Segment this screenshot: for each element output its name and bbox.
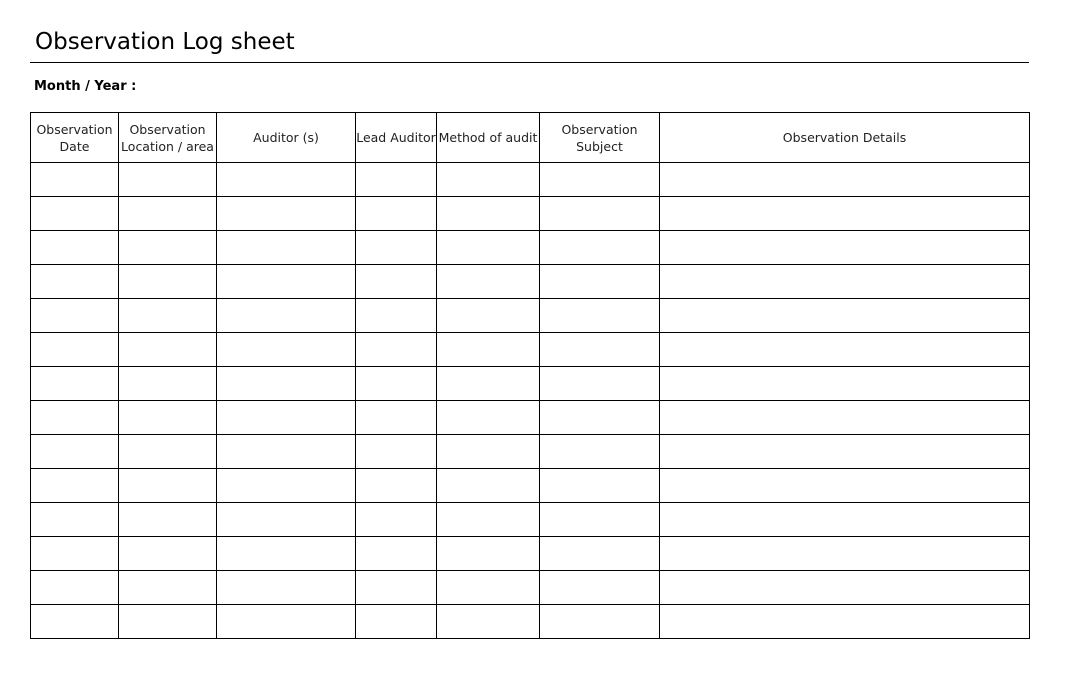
table-cell[interactable] [356, 435, 437, 469]
table-cell[interactable] [356, 401, 437, 435]
table-cell[interactable] [119, 367, 217, 401]
table-cell[interactable] [217, 367, 356, 401]
table-cell[interactable] [660, 197, 1030, 231]
column-header-observation-subject: Observation Subject [540, 113, 660, 163]
table-cell[interactable] [660, 163, 1030, 197]
table-cell[interactable] [540, 503, 660, 537]
table-cell[interactable] [356, 231, 437, 265]
observation-log-table [30, 112, 1030, 639]
table-cell[interactable] [660, 265, 1030, 299]
table-cell[interactable] [437, 571, 540, 605]
table-cell[interactable] [437, 605, 540, 639]
table-cell[interactable] [356, 537, 437, 571]
table-cell[interactable] [356, 265, 437, 299]
table-cell[interactable] [31, 537, 119, 571]
table-cell[interactable] [217, 435, 356, 469]
table-cell[interactable] [540, 571, 660, 605]
table-row [31, 265, 1030, 299]
column-header-lead-auditor: Lead Auditor [356, 113, 437, 163]
table-row [31, 231, 1030, 265]
table-cell[interactable] [540, 367, 660, 401]
table-cell[interactable] [437, 333, 540, 367]
table-cell[interactable] [356, 367, 437, 401]
column-header-method-of-audit: Method of audit [437, 113, 540, 163]
table-cell[interactable] [217, 503, 356, 537]
table-cell[interactable] [217, 537, 356, 571]
table-cell[interactable] [437, 367, 540, 401]
table-cell[interactable] [540, 537, 660, 571]
table-cell[interactable] [540, 265, 660, 299]
table-cell[interactable] [31, 571, 119, 605]
table-cell[interactable] [660, 299, 1030, 333]
table-cell[interactable] [119, 231, 217, 265]
table-cell[interactable] [119, 537, 217, 571]
table-header-row [31, 113, 1030, 163]
table-row [31, 503, 1030, 537]
month-year-label: Month / Year : [34, 79, 137, 94]
table-cell[interactable] [660, 537, 1030, 571]
table-cell[interactable] [31, 333, 119, 367]
table-cell[interactable] [119, 163, 217, 197]
table-cell[interactable] [119, 333, 217, 367]
table-cell[interactable] [437, 435, 540, 469]
table-row [31, 197, 1030, 231]
table-cell[interactable] [31, 299, 119, 333]
table-cell[interactable] [437, 265, 540, 299]
table-cell[interactable] [356, 163, 437, 197]
table-cell[interactable] [660, 435, 1030, 469]
table-cell[interactable] [540, 197, 660, 231]
table-cell[interactable] [31, 401, 119, 435]
table-cell[interactable] [540, 605, 660, 639]
table-cell[interactable] [119, 571, 217, 605]
table-cell[interactable] [540, 333, 660, 367]
column-header-observation-details: Observation Details [660, 113, 1030, 163]
table-cell[interactable] [119, 503, 217, 537]
table-cell[interactable] [217, 571, 356, 605]
table-cell[interactable] [437, 299, 540, 333]
table-row [31, 469, 1030, 503]
table-cell[interactable] [660, 367, 1030, 401]
table-cell[interactable] [540, 231, 660, 265]
table-cell[interactable] [119, 401, 217, 435]
table-cell[interactable] [356, 469, 437, 503]
table-cell[interactable] [31, 503, 119, 537]
table-cell[interactable] [540, 299, 660, 333]
table-row [31, 605, 1030, 639]
table-cell[interactable] [31, 265, 119, 299]
table-cell[interactable] [356, 197, 437, 231]
table-cell[interactable] [660, 503, 1030, 537]
table-cell[interactable] [119, 469, 217, 503]
table-cell[interactable] [31, 231, 119, 265]
table-cell[interactable] [119, 435, 217, 469]
table-cell[interactable] [217, 197, 356, 231]
table-row [31, 537, 1030, 571]
table-cell[interactable] [660, 231, 1030, 265]
table-cell[interactable] [31, 197, 119, 231]
table-cell[interactable] [217, 605, 356, 639]
table-cell[interactable] [31, 163, 119, 197]
table-body [31, 163, 1030, 639]
table-row [31, 401, 1030, 435]
table-cell[interactable] [660, 571, 1030, 605]
table-cell[interactable] [660, 469, 1030, 503]
table-cell[interactable] [217, 333, 356, 367]
table-cell[interactable] [437, 469, 540, 503]
table-cell[interactable] [660, 401, 1030, 435]
table-row [31, 367, 1030, 401]
table-cell[interactable] [356, 605, 437, 639]
table-row [31, 299, 1030, 333]
table-cell[interactable] [437, 231, 540, 265]
table-row [31, 435, 1030, 469]
table-cell[interactable] [356, 571, 437, 605]
table-cell[interactable] [31, 435, 119, 469]
column-header-observation-location: Observation Location / area [119, 113, 217, 163]
table-cell[interactable] [437, 537, 540, 571]
table-cell[interactable] [119, 605, 217, 639]
column-header-observation-date: Observation Date [31, 113, 119, 163]
table-cell[interactable] [31, 605, 119, 639]
table-cell[interactable] [540, 469, 660, 503]
table-cell[interactable] [356, 503, 437, 537]
table-row [31, 333, 1030, 367]
table-row [31, 571, 1030, 605]
table-cell[interactable] [217, 265, 356, 299]
table-cell[interactable] [437, 197, 540, 231]
page-title: Observation Log sheet [35, 29, 295, 55]
table-cell[interactable] [31, 367, 119, 401]
table-cell[interactable] [437, 503, 540, 537]
table-cell[interactable] [540, 435, 660, 469]
table-cell[interactable] [437, 401, 540, 435]
title-divider [30, 62, 1029, 63]
table-cell[interactable] [217, 299, 356, 333]
table-row [31, 163, 1030, 197]
table-cell[interactable] [540, 163, 660, 197]
table-cell[interactable] [540, 401, 660, 435]
table-cell[interactable] [217, 231, 356, 265]
table-cell[interactable] [119, 265, 217, 299]
table-cell[interactable] [437, 163, 540, 197]
column-header-auditors: Auditor (s) [217, 113, 356, 163]
table-cell[interactable] [356, 333, 437, 367]
table-cell[interactable] [119, 299, 217, 333]
table-cell[interactable] [217, 401, 356, 435]
table-cell[interactable] [660, 605, 1030, 639]
table-cell[interactable] [119, 197, 217, 231]
table-cell[interactable] [31, 469, 119, 503]
table-cell[interactable] [217, 163, 356, 197]
table-cell[interactable] [660, 333, 1030, 367]
table-cell[interactable] [356, 299, 437, 333]
table-cell[interactable] [217, 469, 356, 503]
